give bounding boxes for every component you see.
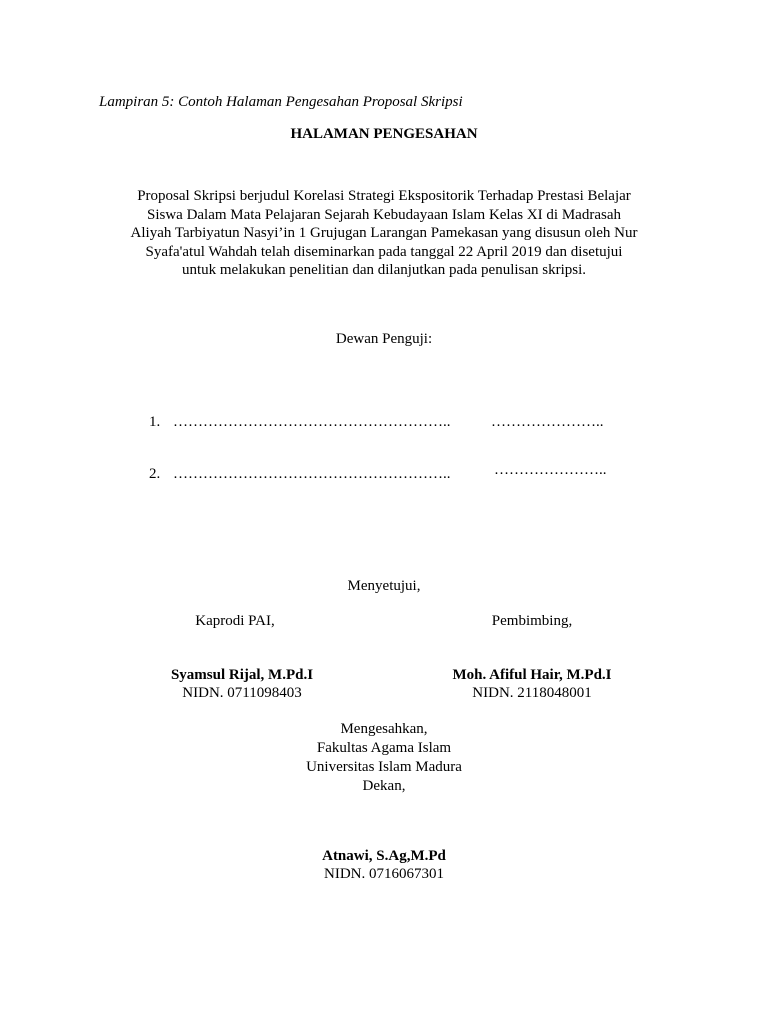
paragraph-line: untuk melakukan penelitian dan dilanjutkan pada penulisan skripsi. — [181, 262, 587, 278]
paragraph-line: Siswa Dalam Mata Pelajaran Sejarah Kebudayaan Islam Kelas XI di Madrasah — [146, 206, 621, 223]
ratification-line: Fakultas Agama Islam — [316, 740, 452, 756]
approver-right-identity — [402, 667, 662, 702]
ratification-line: Universitas Islam Madura — [306, 759, 462, 775]
examiner-signature-line: ………………….. — [494, 462, 607, 478]
approver-left-identity — [112, 667, 372, 702]
approver-nidn: NIDN. 0711098403 — [182, 685, 302, 701]
paragraph-line: Aliyah Tarbiyatun Nasyi’in 1 Grujugan Larangan Pamekasan yang disusun oleh Nur — [130, 225, 638, 241]
approver-name: Moh. Afiful Hair, M.Pd.I — [452, 667, 612, 683]
approval-paragraph — [130, 187, 638, 280]
ratification-line: Dekan, — [362, 778, 406, 794]
attachment-caption: Lampiran 5: Contoh Halaman Pengesahan Proposal Skripsi — [99, 94, 463, 110]
paragraph-line: Proposal Skripsi berjudul Korelasi Strategi Ekspositorik Terhadap Prestasi Belajar — [137, 188, 631, 204]
approver-left — [105, 613, 365, 630]
examiner-number: 1. — [149, 414, 161, 430]
examiner-row-1 — [0, 414, 768, 434]
paragraph-line: Syafa'atul Wahdah telah diseminarkan pada tanggal 22 April 2019 dan disetujui — [145, 243, 623, 260]
examiner-board-label: Dewan Penguji: — [335, 331, 433, 347]
dean-name: Atnawi, S.Ag,M.Pd — [322, 848, 446, 864]
approver-name: Syamsul Rijal, M.Pd.I — [170, 667, 314, 683]
dean-identity — [0, 848, 768, 883]
page-title: HALAMAN PENGESAHAN — [290, 126, 478, 142]
dean-nidn: NIDN. 0716067301 — [324, 866, 444, 882]
ratification-line: Mengesahkan, — [340, 721, 428, 737]
examiner-signature-line: ………………….. — [491, 414, 604, 430]
examiner-name-line: ……………………………………………….. — [173, 466, 451, 482]
approver-role: Pembimbing, — [491, 613, 573, 629]
approval-label: Menyetujui, — [347, 578, 421, 594]
examiner-row-2 — [0, 462, 768, 486]
ratification-block — [0, 720, 768, 796]
approver-right — [402, 613, 662, 630]
approver-nidn: NIDN. 2118048001 — [472, 685, 592, 701]
examiner-name-line: ……………………………………………….. — [173, 414, 451, 430]
approver-role: Kaprodi PAI, — [195, 613, 275, 629]
examiner-number: 2. — [149, 466, 161, 482]
